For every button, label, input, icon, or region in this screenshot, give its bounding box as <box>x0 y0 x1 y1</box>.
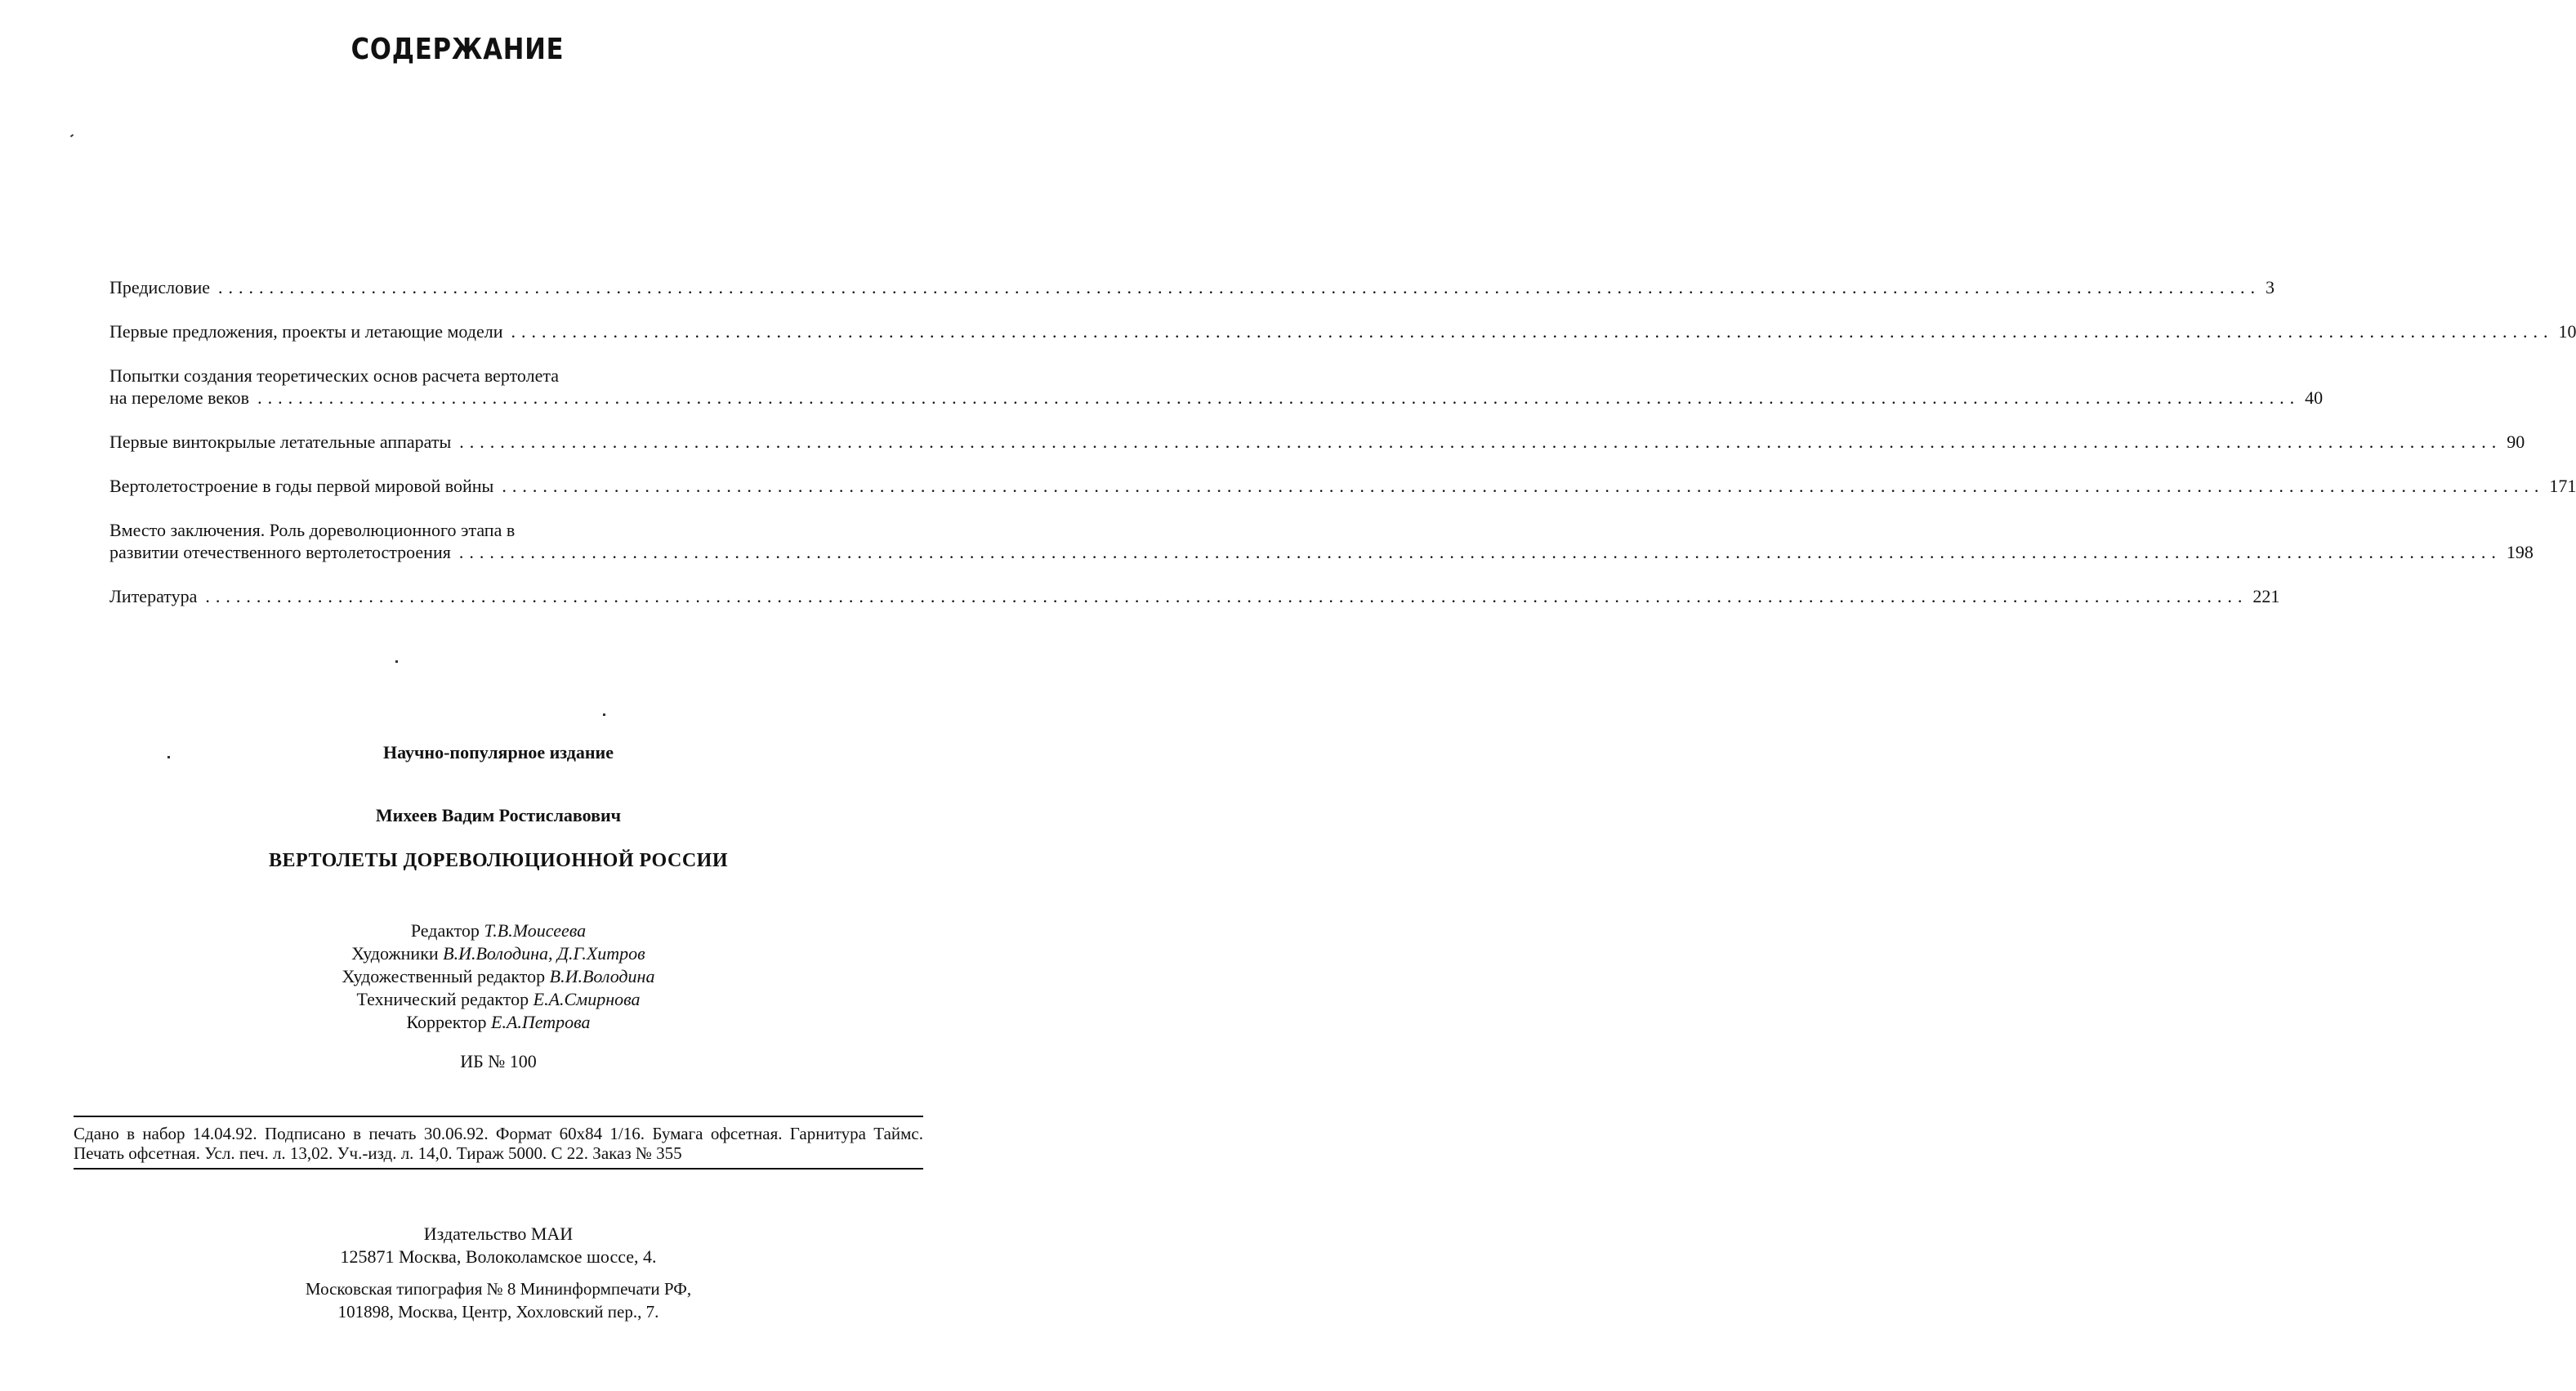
toc-dot-leader: ........................................................................................................................................................................................................ <box>459 432 2502 452</box>
toc-page-number: 90 <box>2507 432 2525 452</box>
toc-page-number: 198 <box>2506 542 2534 562</box>
credit-role: Художественный редактор <box>342 966 546 986</box>
printer-block <box>0 1277 997 1323</box>
author-name: Михеев Вадим Ростиславович <box>375 805 622 825</box>
toc-entry-line <box>109 431 2525 453</box>
toc-entry-title: Попытки создания теоретических основ расчета вертолета <box>109 365 560 386</box>
scan-speck <box>70 134 74 137</box>
credit-line <box>0 919 997 942</box>
scan-speck <box>395 660 398 663</box>
toc-entry <box>109 276 2275 298</box>
credit-name: В.И.Володина <box>549 966 655 986</box>
credit-line <box>0 965 997 988</box>
publisher-name: Издательство МАИ <box>423 1223 574 1244</box>
toc-entry-title: Вертолетостроение в годы первой мировой войны <box>109 476 494 496</box>
toc-page-number: 40 <box>2305 387 2324 408</box>
credit-line <box>0 1011 997 1034</box>
scan-speck <box>603 713 605 716</box>
toc-entry <box>109 431 2525 453</box>
toc-page-number: 10 <box>2558 321 2576 342</box>
toc-entry-title: Первые предложения, проекты и летающие модели <box>109 321 503 342</box>
toc-entry-line <box>109 541 2534 563</box>
toc-entry-line <box>109 320 2576 342</box>
toc-entry-line <box>109 519 926 541</box>
page-title: СОДЕРЖАНИЕ <box>350 33 565 66</box>
toc-dot-leader: ........................................................................................................................................................................................................ <box>257 387 2301 408</box>
table-of-contents <box>109 276 2576 629</box>
toc-dot-leader: ........................................................................................................................................................................................................ <box>205 586 2248 606</box>
toc-entry-title: Литература <box>109 586 198 606</box>
toc-entry-line <box>109 475 2576 497</box>
toc-entry-title: Первые винтокрылые летательные аппараты <box>109 432 452 452</box>
toc-page-number: 3 <box>2266 277 2275 297</box>
credit-name: Т.В.Моисеева <box>484 920 587 941</box>
printer-address: 101898, Москва, Центр, Хохловский пер., 7. <box>337 1302 659 1322</box>
credit-name: Е.А.Смирнова <box>533 989 641 1009</box>
credit-line <box>0 942 997 965</box>
toc-page-number: 171 <box>2549 476 2576 496</box>
publisher-address: 125871 Москва, Волоколамское шоссе, 4. <box>340 1246 657 1267</box>
ib-number: ИБ № 100 <box>460 1051 537 1071</box>
printer-name: Московская типография № 8 Мининформпечати РФ, <box>305 1279 692 1299</box>
book-title: ВЕРТОЛЕТЫ ДОРЕВОЛЮЦИОННОЙ РОССИИ <box>269 850 728 871</box>
edition-type: Научно-популярное издание <box>383 742 614 763</box>
credits-block <box>0 919 997 1034</box>
toc-entry <box>109 519 2534 563</box>
toc-dot-leader: ........................................................................................................................................................................................................ <box>511 321 2554 342</box>
toc-entry <box>109 320 2576 342</box>
toc-entry <box>109 365 2324 409</box>
toc-entry-line <box>109 276 2275 298</box>
toc-entry-title: Предисловие <box>109 277 210 297</box>
credit-role: Корректор <box>406 1012 487 1032</box>
credit-line <box>0 988 997 1011</box>
toc-entry-line <box>109 387 2324 409</box>
toc-entry-title: Вместо заключения. Роль дореволюционного этапа в <box>109 520 516 540</box>
credit-name: В.И.Володина, Д.Г.Хитров <box>443 943 645 964</box>
toc-entry <box>109 475 2576 497</box>
publisher-block <box>0 1223 997 1268</box>
credit-name: Е.А.Петрова <box>491 1012 591 1032</box>
toc-entry-line <box>109 365 926 387</box>
imprint-details: Сдано в набор 14.04.92. Подписано в печать 30.06.92. Формат 60x84 1/16. Бумага офсетная. Гарнитура Таймс. Печать офсетная. Усл. печ. л. 13,02. Уч.-изд. л. 14,0. Тираж 5000. С 22. Заказ № 355 <box>74 1116 923 1170</box>
scan-speck <box>167 756 170 758</box>
toc-entry-title: развитии отечественного вертолетостроения <box>109 542 451 562</box>
credit-role: Художники <box>351 943 439 964</box>
toc-entry-title: на переломе веков <box>109 387 250 408</box>
toc-page-number: 221 <box>2252 586 2280 606</box>
credit-role: Технический редактор <box>356 989 529 1009</box>
toc-entry <box>109 585 2280 607</box>
toc-entry-line <box>109 585 2280 607</box>
credit-role: Редактор <box>410 920 480 941</box>
toc-dot-leader: ........................................................................................................................................................................................................ <box>458 542 2502 562</box>
toc-dot-leader: ........................................................................................................................................................................................................ <box>502 476 2545 496</box>
toc-dot-leader: ........................................................................................................................................................................................................ <box>218 277 2261 297</box>
